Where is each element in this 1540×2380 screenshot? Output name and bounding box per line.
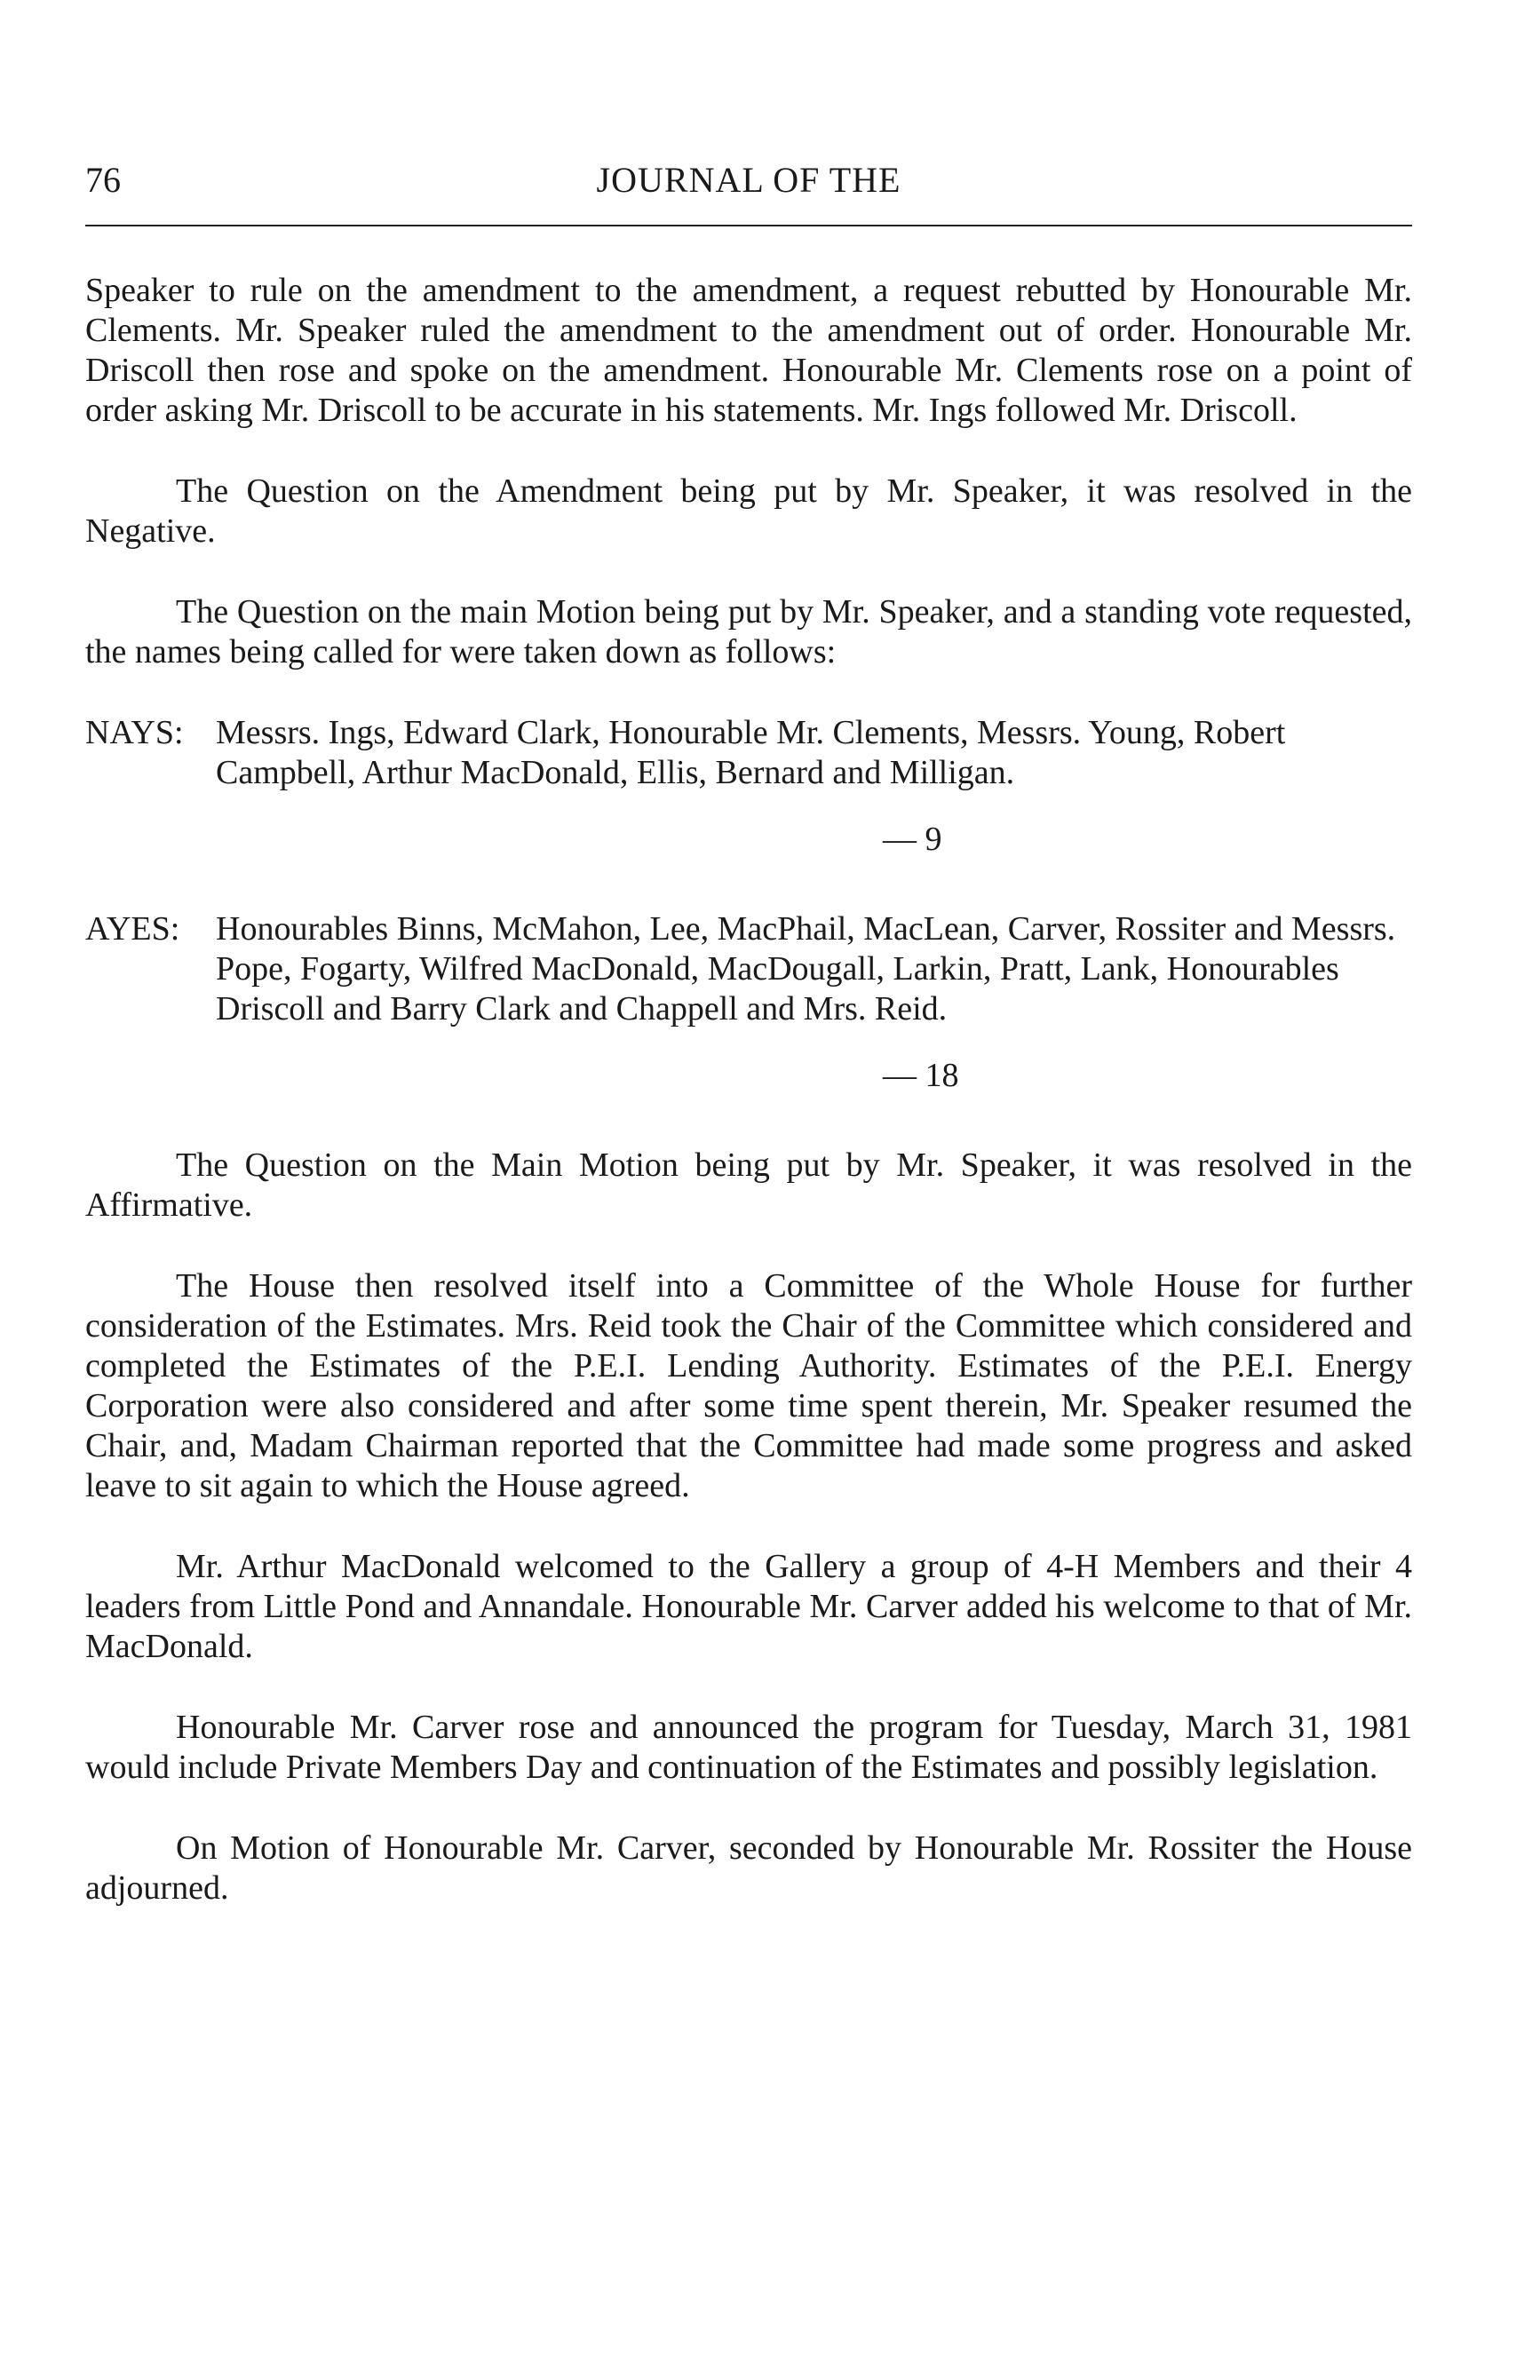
nays-names: Messrs. Ings, Edward Clark, Honourable Mr. Clements, Messrs. Young, Robert Campbell, Arthur MacDonald, Ellis, Bernard and Milligan. xyxy=(216,714,1286,791)
running-head: JOURNAL OF THE xyxy=(596,160,901,200)
ayes-names: Honourables Binns, McMahon, Lee, MacPhail, MacLean, Carver, Rossiter and Messrs. Pope, Fogarty, Wilfred MacDonald, MacDougall, Larkin, Pratt, Lank, Honourables Driscoll and Barry Clark and Chappell and Mrs. Reid. xyxy=(216,910,1396,1027)
nays-label: NAYS: xyxy=(85,714,184,751)
paragraph-gallery-welcome: Mr. Arthur MacDonald welcomed to the Gallery a group of 4-H Members and their 4 leaders from Little Pond and Annandale. Honourable Mr. Carver added his welcome to that of Mr. MacDonald. xyxy=(85,1548,1412,1665)
nays-vote-list xyxy=(85,713,1412,793)
ayes-label: AYES: xyxy=(85,910,180,948)
page-header xyxy=(85,158,1412,202)
ayes-vote-list xyxy=(85,909,1412,1029)
header-rule xyxy=(85,225,1412,226)
paragraph-main-motion-result: The Question on the Main Motion being put by Mr. Speaker, it was resolved in the Affirmative. xyxy=(85,1146,1412,1224)
paragraph-main-motion-question: The Question on the main Motion being put by Mr. Speaker, and a standing vote requested, the names being called for were taken down as follows: xyxy=(85,593,1412,670)
paragraph-amendment-question: The Question on the Amendment being put by Mr. Speaker, it was resolved in the Negative. xyxy=(85,472,1412,550)
nays-count: — 9 xyxy=(883,821,942,858)
paragraph-speaker-ruling: Speaker to rule on the amendment to the amendment, a request rebutted by Honourable Mr. Clements. Mr. Speaker ruled the amendment to the amendment out of order. Honourable Mr. Driscoll then rose and spoke on the amendment. Honourable Mr. Clements rose on a point of order asking Mr. Driscoll to be accurate in his statements. Mr. Ings followed Mr. Driscoll. xyxy=(85,272,1412,429)
ayes-count: — 18 xyxy=(883,1057,959,1094)
paragraph-committee-of-whole: The House then resolved itself into a Committee of the Whole House for further consideration of the Estimates. Mrs. Reid took the Chair of the Committee which considered and completed the Estimates of the P.E.I. Lending Authority. Estimates of the P.E.I. Energy Corporation were also considered and after some time spent therein, Mr. Speaker resumed the Chair, and, Madam Chairman reported that the Committee had made some progress and asked leave to sit again to which the House agreed. xyxy=(85,1267,1412,1504)
paragraph-program-announcement: Honourable Mr. Carver rose and announced the program for Tuesday, March 31, 1981 would include Private Members Day and continuation of the Estimates and possibly legislation. xyxy=(85,1709,1412,1786)
page-number: 76 xyxy=(85,160,121,200)
journal-body xyxy=(85,271,1412,1949)
paragraph-adjournment: On Motion of Honourable Mr. Carver, seconded by Honourable Mr. Rossiter the House adjourned. xyxy=(85,1829,1412,1907)
